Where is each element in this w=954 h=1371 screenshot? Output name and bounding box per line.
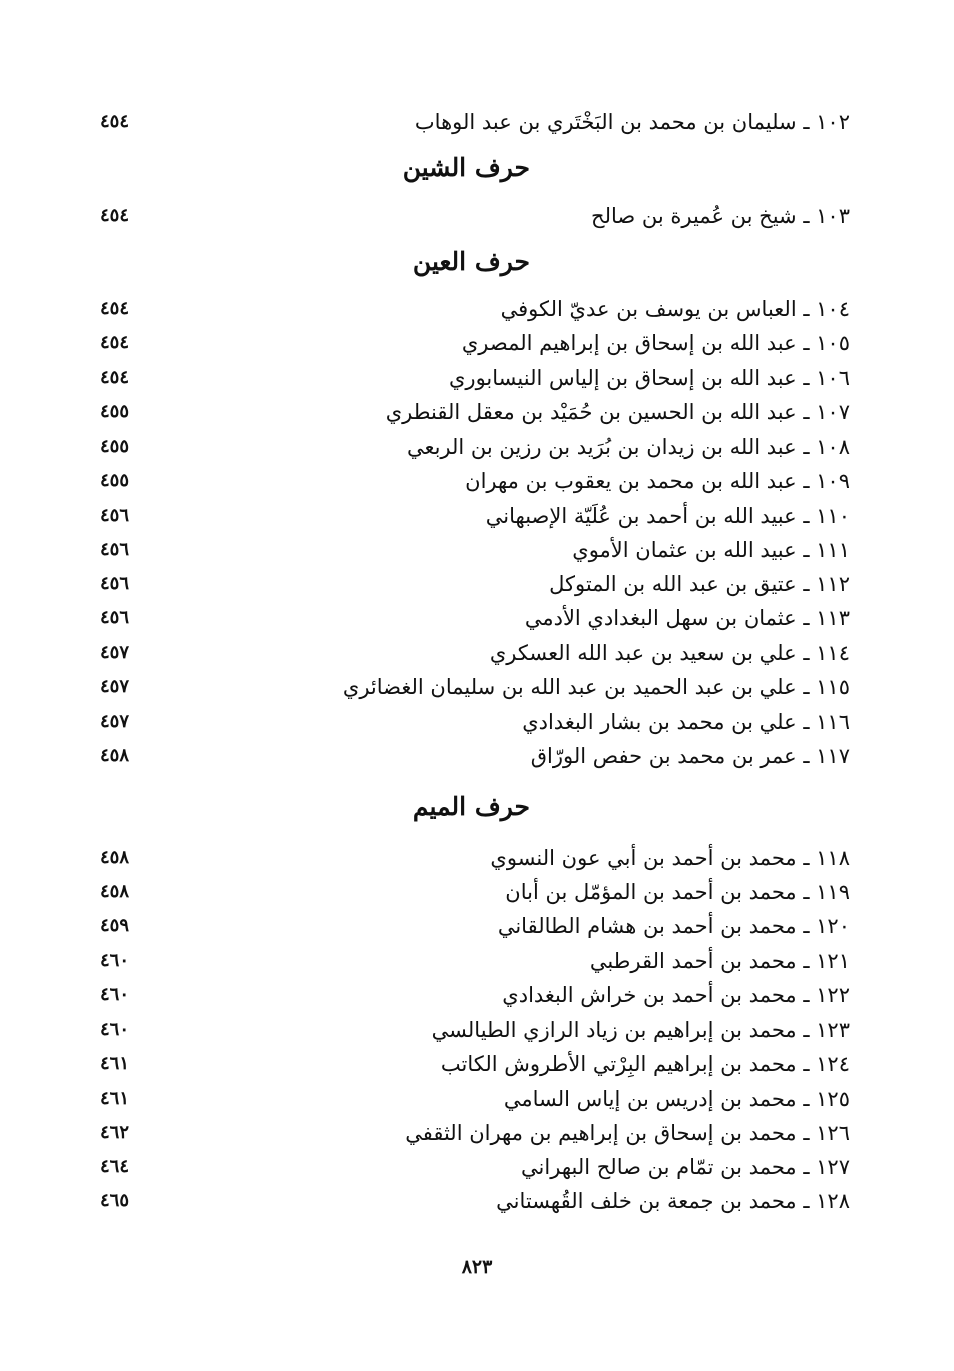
page-number: ٤٦٠ bbox=[100, 950, 130, 971]
page-number: ٤٥٤ bbox=[100, 111, 130, 132]
entry-name: ١١١ ـ عبيد الله بن عثمان الأموي bbox=[572, 538, 850, 562]
index-row bbox=[100, 1184, 850, 1218]
index-row bbox=[100, 705, 850, 739]
page-number: ٤٥٦ bbox=[100, 607, 130, 628]
index-row bbox=[100, 739, 850, 773]
page-number: ٤٦٠ bbox=[100, 984, 130, 1005]
page-footer-number: ٨٢٣ bbox=[461, 1256, 493, 1278]
entry-name: ١٢٦ ـ محمد بن إسحاق بن إبراهيم بن مهران الثقفي bbox=[405, 1121, 850, 1145]
index-row bbox=[100, 464, 850, 498]
index-row bbox=[100, 326, 850, 360]
entry-name: ١١٤ ـ علي بن سعيد بن عبد الله العسكري bbox=[489, 641, 850, 665]
page-number: ٤٥٥ bbox=[100, 470, 130, 491]
index-row bbox=[100, 1082, 850, 1116]
page-number: ٤٥٧ bbox=[100, 711, 130, 732]
section-heading: حرف الشين bbox=[402, 153, 530, 182]
page-number: ٤٥٧ bbox=[100, 642, 130, 663]
page-number: ٤٥٤ bbox=[100, 367, 130, 388]
index-row bbox=[100, 105, 850, 139]
index-row bbox=[100, 1116, 850, 1150]
page-number: ٤٥٤ bbox=[100, 298, 130, 319]
entry-name: ١٠٣ ـ شيخ بن عُميرة بن صالح bbox=[591, 204, 850, 228]
index-row bbox=[100, 292, 850, 326]
page-number: ٤٥٧ bbox=[100, 676, 130, 697]
entry-name: ١١٠ ـ عبيد الله بن أحمد بن عُلَيّة الإصبهاني bbox=[485, 504, 850, 528]
entry-name: ١١٥ ـ علي بن عبد الحميد بن عبد الله بن سليمان الغضائري bbox=[342, 675, 850, 699]
index-row bbox=[100, 1013, 850, 1047]
index-row bbox=[100, 1150, 850, 1184]
entry-name: ١٢٥ ـ محمد بن إدريس بن إياس السامي bbox=[503, 1087, 850, 1111]
page-number: ٤٥٨ bbox=[100, 847, 130, 868]
index-row bbox=[100, 670, 850, 704]
index-row bbox=[100, 601, 850, 635]
page-number: ٤٦٢ bbox=[100, 1122, 130, 1143]
page-number: ٤٥٨ bbox=[100, 745, 130, 766]
entry-name: ١٢٣ ـ محمد بن إبراهيم بن زياد الرازي الطيالسي bbox=[431, 1018, 850, 1042]
page-number: ٤٦٥ bbox=[100, 1190, 130, 1211]
page-number: ٤٥٥ bbox=[100, 436, 130, 457]
entry-name: ١٠٩ ـ عبد الله بن محمد بن يعقوب بن مهران bbox=[465, 469, 850, 493]
section-heading: حرف الميم bbox=[412, 792, 530, 821]
entry-name: ١٠٧ ـ عبد الله بن الحسين بن حُمَيْد بن معقل القنطري bbox=[385, 400, 850, 424]
section-heading: حرف العين bbox=[412, 247, 530, 276]
entry-name: ١١٩ ـ محمد بن أحمد بن المؤمّل بن أبان bbox=[505, 880, 850, 904]
entry-name: ١٢٧ ـ محمد بن تمّام بن صالح البهراني bbox=[521, 1155, 850, 1179]
entry-name: ١٠٤ ـ العباس بن يوسف بن عديّ الكوفي bbox=[500, 297, 850, 321]
page-number: ٤٦٠ bbox=[100, 1019, 130, 1040]
index-row bbox=[100, 875, 850, 909]
page-number: ٤٥٦ bbox=[100, 573, 130, 594]
page-number: ٤٥٩ bbox=[100, 915, 130, 936]
page-number: ٤٦١ bbox=[100, 1088, 130, 1109]
entry-name: ١٠٦ ـ عبد الله بن إسحاق بن إلياس النيسابوري bbox=[449, 366, 850, 390]
index-row bbox=[100, 909, 850, 943]
index-row bbox=[100, 361, 850, 395]
page-number: ٤٥٨ bbox=[100, 881, 130, 902]
index-row bbox=[100, 636, 850, 670]
page-number: ٤٥٦ bbox=[100, 539, 130, 560]
entry-name: ١١٨ ـ محمد بن أحمد بن أبي عون النسوي bbox=[490, 846, 850, 870]
entry-name: ١٢٨ ـ محمد بن جمعة بن خلف القُهستاني bbox=[496, 1189, 850, 1213]
index-row bbox=[100, 533, 850, 567]
entry-name: ١٠٨ ـ عبد الله بن زيدان بن بُرَيد بن رزين بن الربعي bbox=[406, 435, 850, 459]
index-row bbox=[100, 944, 850, 978]
page-number: ٤٦١ bbox=[100, 1053, 130, 1074]
index-row bbox=[100, 199, 850, 233]
index-row bbox=[100, 499, 850, 533]
page-number: ٤٥٤ bbox=[100, 332, 130, 353]
page-number: ٤٥٦ bbox=[100, 505, 130, 526]
entry-name: ١١٢ ـ عتيق بن عبد الله بن المتوكل bbox=[549, 572, 850, 596]
entry-name: ١٢١ ـ محمد بن أحمد القرطبي bbox=[589, 949, 850, 973]
index-row bbox=[100, 1047, 850, 1081]
index-row bbox=[100, 567, 850, 601]
index-row bbox=[100, 395, 850, 429]
page-number: ٤٥٥ bbox=[100, 401, 130, 422]
page-number: ٤٥٤ bbox=[100, 205, 130, 226]
entry-name: ١٢٤ ـ محمد بن إبراهيم البِرْتي الأطروش الكاتب bbox=[440, 1052, 850, 1076]
index-row bbox=[100, 978, 850, 1012]
entry-name: ١١٦ ـ علي بن محمد بن بشار البغدادي bbox=[522, 710, 850, 734]
entry-name: ١١٣ ـ عثمان بن سهل البغدادي الأدمي bbox=[524, 606, 850, 630]
entry-name: ١٠٥ ـ عبد الله بن إسحاق بن إبراهيم المصري bbox=[461, 331, 850, 355]
entry-name: ١١٧ ـ عمر بن محمد بن حفص الورّاق bbox=[530, 744, 850, 768]
entry-name: ١٢٠ ـ محمد بن أحمد بن هشام الطالقاني bbox=[497, 914, 850, 938]
entry-name: ١٢٢ ـ محمد بن أحمد بن خراش البغدادي bbox=[502, 983, 850, 1007]
entry-name: ١٠٢ ـ سليمان بن محمد بن البَخْتَري بن عبد الوهاب bbox=[414, 110, 850, 134]
index-row bbox=[100, 430, 850, 464]
index-row bbox=[100, 841, 850, 875]
page-number: ٤٦٤ bbox=[100, 1156, 130, 1177]
